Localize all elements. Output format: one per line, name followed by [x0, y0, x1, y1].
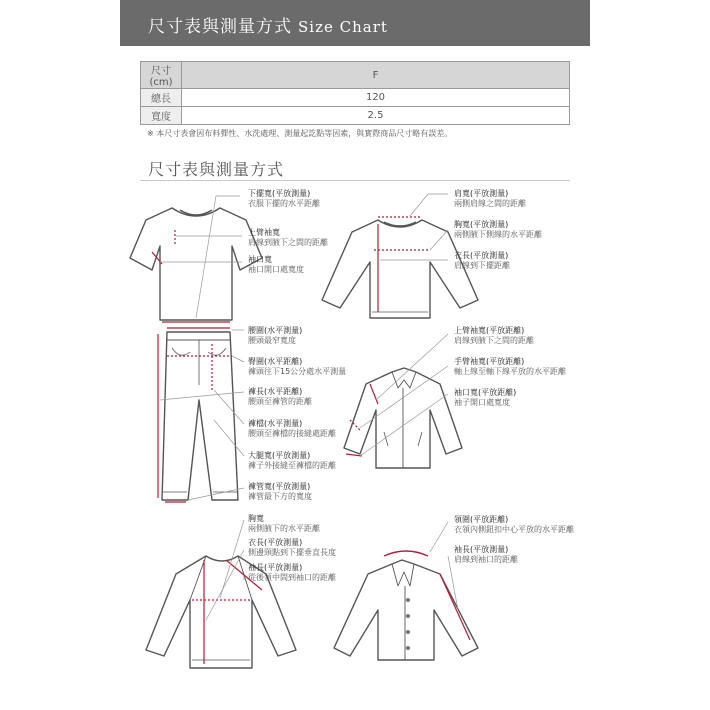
label-shirt-collar [454, 515, 574, 535]
label-jacket-arm [454, 357, 566, 377]
tshirt-illustration [130, 208, 262, 320]
label-title: 褲檔(水平測量) [248, 419, 303, 428]
row-label-length: 總長 [141, 89, 182, 107]
label-shirt-sleeve [454, 545, 518, 565]
label-desc: 腰頭至褲檔的接縫處距離 [248, 429, 336, 438]
label-desc: 褲管最下方的寬度 [248, 492, 312, 501]
label-jacket-upper-arm [454, 326, 534, 346]
row-value-width: 2.5 [182, 107, 570, 125]
label-title: 袖長(平放測量) [454, 545, 509, 554]
label-title: 臀圍(水平距離) [248, 357, 303, 366]
table-header-size: F [182, 62, 570, 89]
pants-illustration [162, 332, 238, 500]
jacket-illustration [344, 368, 462, 468]
label-title: 衣長(平放測量) [454, 251, 509, 260]
measurement-lines [152, 217, 470, 664]
row-label-width: 寬度 [141, 107, 182, 125]
label-title: 上臂袖寬(平放距離) [454, 326, 525, 335]
label-title: 胸寬(平放測量) [454, 220, 509, 229]
banner-title-en: Size Chart [298, 18, 388, 36]
label-desc: 肩線到腋下之間的距離 [454, 336, 534, 345]
label-pants-rise [248, 419, 336, 439]
label-title: 衣長(平放測量) [248, 538, 303, 547]
label-desc: 兩側腋下側線的水平距離 [454, 230, 542, 239]
label-desc: 褲頭往下15公分處水平測量 [248, 367, 347, 376]
banner-title-zh: 尺寸表與測量方式 [148, 17, 292, 37]
label-pants-length [248, 387, 312, 407]
label-title: 袖口寬(平放距離) [454, 388, 517, 397]
label-title: 褲長(水平距離) [248, 387, 303, 396]
label-title: 下擺寬(平放測量) [248, 189, 311, 198]
label-title: 大腿寬(平放測量) [248, 451, 311, 460]
label-desc: 衣服下擺的水平距離 [248, 199, 320, 208]
label-raglan-chest [248, 514, 320, 534]
row-value-length: 120 [182, 89, 570, 107]
label-sweater-length [454, 251, 510, 271]
label-sweater-chest [454, 220, 542, 240]
label-desc: 側邊頸點到下擺垂直長度 [248, 548, 336, 557]
label-desc: 兩側肩線之間的距離 [454, 199, 526, 208]
label-sweater-shoulder [454, 189, 526, 209]
label-jacket-cuff [454, 388, 516, 408]
section-title: 尺寸表與測量方式 [148, 160, 285, 179]
label-title: 領圍(平放距離) [454, 515, 509, 524]
label-title: 手臂袖寬(平放距離) [454, 357, 525, 366]
label-title: 上臂袖寬 [248, 228, 280, 237]
label-desc: 腰頭至褲管的距離 [248, 397, 312, 406]
label-pants-leg-opening [248, 482, 312, 502]
label-title: 胸寬 [248, 514, 264, 523]
label-desc: 褲子外接縫至褲檔的距離 [248, 461, 336, 470]
label-title: 肩寬(平放測量) [454, 189, 509, 198]
label-desc: 肩線到袖口的距離 [454, 555, 518, 564]
table-header-label: 尺寸(cm) [141, 62, 182, 89]
label-raglan-length [248, 538, 336, 558]
label-pants-thigh [248, 451, 336, 471]
label-desc: 腰頭最窄寬度 [248, 336, 296, 345]
label-desc: 軸上線至軸下線平放的水平距離 [454, 367, 566, 376]
label-desc: 衣領內側鈕扣中心平放的水平距離 [454, 525, 574, 534]
label-desc: 肩線到腋下之間的距離 [248, 238, 328, 247]
label-pants-waist [248, 326, 302, 346]
label-raglan-sleeve [248, 563, 336, 583]
label-tshirt-cuff [248, 255, 304, 275]
label-tshirt-upper-arm [248, 228, 328, 248]
label-title: 袖口寬 [248, 255, 272, 264]
label-title: 袖長(平放測量) [248, 563, 303, 572]
label-desc: 從後領中間到袖口的距離 [248, 573, 336, 582]
label-title: 褲管寬(平放測量) [248, 482, 311, 491]
label-pants-hip [248, 357, 346, 377]
label-desc: 肩線到下擺距離 [454, 261, 510, 270]
disclaimer-note: ※ 本尺寸表會因布料彈性、水洗處理、測量起訖點等因素，與實際商品尺寸略有誤差。 [147, 129, 453, 138]
label-desc: 兩側腋下的水平距離 [248, 524, 320, 533]
label-desc: 袖子開口處寬度 [454, 398, 510, 407]
label-desc: 袖口開口處寬度 [248, 265, 304, 274]
label-tshirt-hem [248, 189, 320, 209]
label-title: 腰圍(水平測量) [248, 326, 303, 335]
